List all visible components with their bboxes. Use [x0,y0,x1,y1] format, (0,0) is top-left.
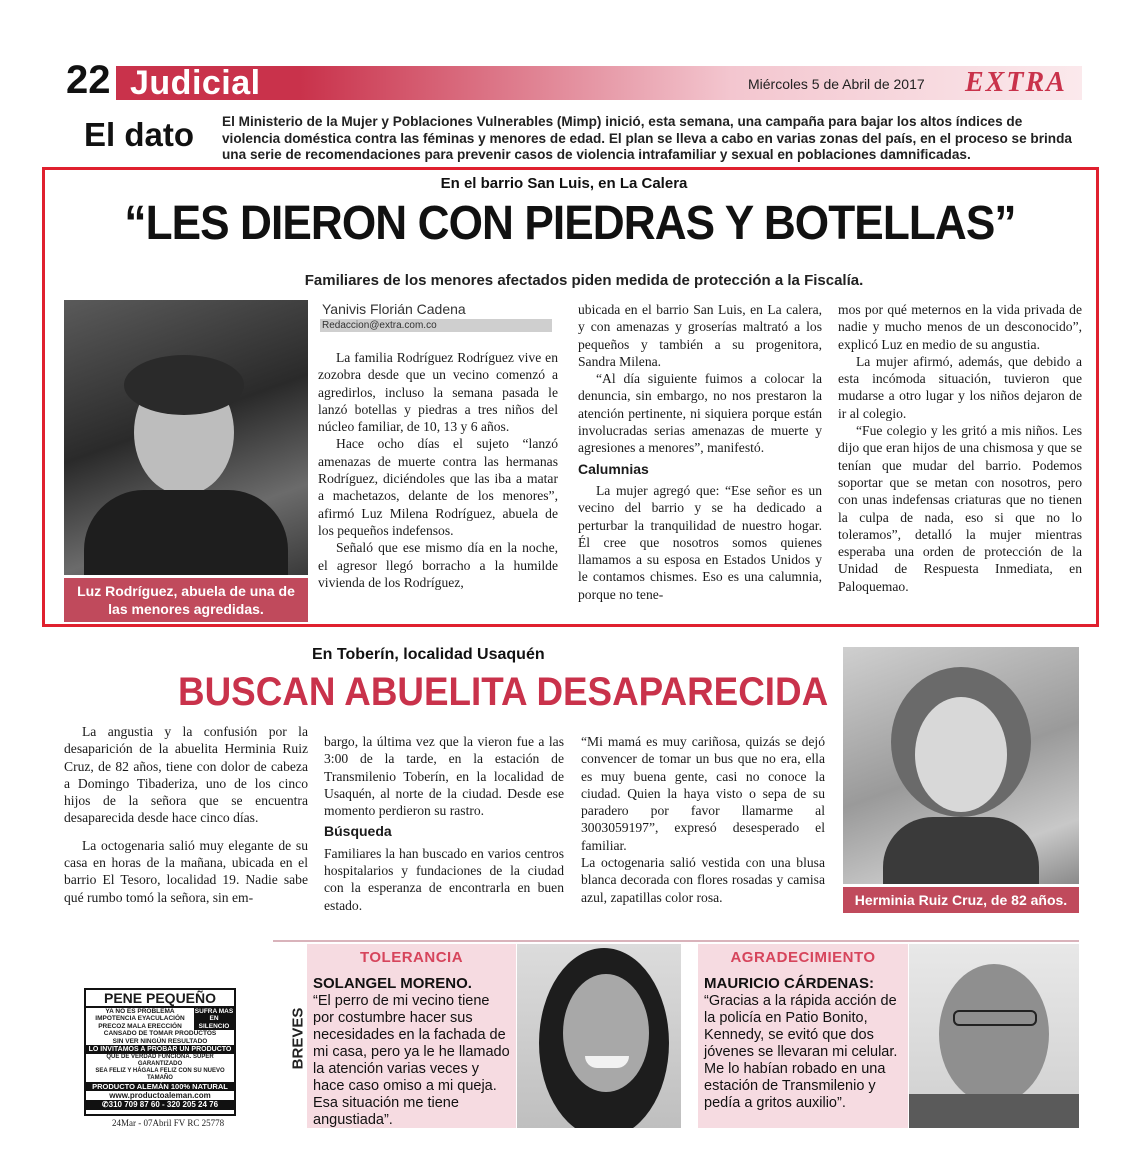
herminia-ruiz-photo [843,647,1079,884]
subheading-calumnias: Calumnias [578,460,649,477]
luz-rodriguez-photo [64,300,308,575]
breve-tolerancia-quote: “El perro de mi vecino tiene por costumbre hacer sus necesidades en la fachada de mi casa, pero ya le he llamado la atención varias veces y hace caso omiso a mi queja. Esa situación me tiene angustiada”. [313,993,510,1128]
ad-title: PENE PEQUEÑO [86,990,234,1008]
section-title: Judicial [130,64,261,102]
article2-column-2 [324,733,564,914]
ad-line: SEA FELIZ Y HÁGALA FELIZ CON SU NUEVO TAMAÑO [95,1068,225,1082]
breve-agradecimiento-name: MAURICIO CÁRDENAS: [704,975,874,992]
article1-subhead: Familiares de los menores afectados piden medida de protección a la Fiscalía. [304,272,864,289]
article1-column-2 [578,301,822,603]
paragraph: “Fue colegio y les gritó a mis niños. Les dijo que eran hijos de una chismosa y que se tenían que mudar del barrio. Podemos soportar que se metan con nosotros, pero con unas indefensas criaturas que no tienen la culpa de nada, eso si que no lo toleramos”, detalló la mujer mientras esperaba una orden de protección de la Unidad de Respuesta Inmediata, en Paloquemao. [838,423,1082,594]
portrait-body [883,817,1039,884]
page-number: 22 [66,58,111,102]
phone-icon: ✆ [101,1100,109,1110]
paragraph: “Al día siguiente fuimos a colocar la denuncia, sin embargo, no nos prestaron la atención pertinente, ni siquiera porque están involucradas serias amenazas de muerte y agresiones a menores”, manifestó. [578,371,822,456]
ad-line: PRECOZ MALA ERECCIÓN [98,1022,182,1030]
breves-label: BREVES [289,1007,307,1070]
paragraph: “Mi mamá es muy cariñosa, quizás se dejó convencer de tomar un bus que no era, ella es muy buena gente, casi no conoce la ciudad. Quien la haya visto o sepa de su paradero por favor llamarme al 3003059197”, expresó desesperado el familiar. [581,734,825,853]
article1-email: Redaccion@extra.com.co [320,319,552,332]
ad-line: CANSADO DE TOMAR PRODUCTOS [103,1030,217,1038]
paragraph: Familiares la han buscado en varios centros hospitalarios y fundaciones de la ciudad con la esperanza de encontrarla en buen estado. [324,845,564,913]
ad-invite: LO INVITAMOS A PROBAR UN PRODUCTO [86,1045,234,1054]
article1-headline: “LES DIERON CON PIEDRAS Y BOTELLAS” [124,197,1016,250]
el-dato-label: El dato [84,116,195,153]
paragraph: ubicada en el barrio San Luis, en La calera, y con amenazas y groserías maltrató a los pequeños y también a su progenitora, Sandra Milena. [578,302,822,369]
paragraph: La octogenaria salió muy elegante de su casa en horas de la mañana, ubicada en el barrio El Tesoro, localidad 19. Nadie sabe qué rumbo tomó la señora, sin em- [64,837,308,905]
breve-agradecimiento-tag: AGRADECIMIENTO [730,949,876,966]
portrait-face [939,964,1049,1104]
glasses-icon [953,1010,1037,1026]
ad-product: PRODUCTO ALEMÁN 100% NATURAL [86,1082,234,1091]
article2-headline: BUSCAN ABUELITA DESAPARECIDA [178,670,829,714]
ad-line: IMPOTENCIA EYACULACIÓN [95,1015,185,1023]
paragraph: Señaló que ese mismo día en la noche, el agresor llegó borracho a la humilde vivienda de los Rodríguez, [318,540,558,590]
paragraph: La mujer agregó que: “Ese señor es un vecino del barrio y se ha dedicado a perturbar la tranquilidad de nuestro hogar. Él cree que nosotros somos quienes llamamos a su esposa en Estados Unidos y le contamos chismes. Eso es una calumnia, porque no tene- [578,482,822,602]
breve-tolerancia-tag: TOLERANCIA [359,949,464,966]
ad-footer: 24Mar - 07Abril FV RC 25778 [112,1118,225,1128]
solangel-moreno-photo [517,944,681,1128]
article1-byline: Yanivis Florián Cadena [322,301,466,317]
el-dato-text: El Ministerio de la Mujer y Poblaciones Vulnerables (Mimp) inició, esta semana, una campaña para bajar los altos índices de violencia doméstica contra las féminas y menores de edad. El plan se lleva a cabo en varias zonas del país, en el proceso se brinda una serie de recomendaciones para prevenir casos de violencia intrafamiliar y sexual en poblaciones damnificadas. [222,114,1072,162]
ad-side-line: EN SILENCIO [198,1015,230,1030]
paragraph: Hace ocho días el sujeto “lanzó amenazas de muerte contra las hermanas Rodríguez, diciéndoles que las iba a matar a machetazos, delante de los menores”, afirmó Luz Milena Rodríguez, abuela de los pequeños indefensos. [318,436,558,538]
ad-line: SIN VER NINGÚN RESULTADO [112,1037,208,1045]
paragraph: bargo, la última vez que la vieron fue a las 3:00 de la tarde, en la estación de Transmilenio Toberín, en la localidad de Usaquén, al norte de la ciudad. Desde ese momento perdieron su rastro. [324,734,564,819]
herminia-ruiz-caption: Herminia Ruiz Cruz, de 82 años. [843,887,1079,913]
classified-ad [84,988,236,1116]
portrait-face [915,697,1007,812]
article2-column-3 [581,733,825,906]
luz-rodriguez-caption: Luz Rodríguez, abuela de una de las menores agredidas. [64,578,308,622]
ad-phones [86,1100,234,1110]
article1-column-1 [318,349,558,591]
ad-line: YA NO ES PROBLEMA [105,1008,175,1015]
paragraph: La familia Rodríguez Rodríguez vive en zozobra desde que un vecino comenzó a agredirlos, incluso la semana pasada le lanzó botellas y piedras a tres niños del núcleo familiar, de 10, 13 y 6 años. [318,350,558,435]
article1-kicker: En el barrio San Luis, en La Calera [440,175,688,192]
ad-website: www.productoaleman.com [109,1091,211,1101]
article1-column-3 [838,301,1082,595]
paragraph: La mujer afirmó, además, que debido a esta incómoda situación, tuvieron que mudarse a otro lugar y los niños dejaron de ir al colegio. [838,353,1082,421]
ad-phones-text: 310 709 87 60 - 320 205 24 76 [108,1100,219,1110]
paragraph: La angustia y la confusión por la desaparición de la abuelita Herminia Ruiz Cruz, de 82 años, tiene con dolor de cabeza a Domingo Tibaderiza, uno de los cinco hijos de la señora que se encuentra desaparecida desde hace cinco días. [64,724,308,826]
ad-line: QUE DE VERDAD FUNCIONA. SUPER GARANTIZADO [106,1054,214,1068]
article2-kicker: En Toberín, localidad Usaquén [312,646,545,663]
issue-date: Miércoles 5 de Abril de 2017 [748,76,925,92]
masthead-logo: EXTRA [965,67,1067,98]
portrait-face [563,974,649,1092]
paragraph: La octogenaria salió vestida con una blusa blanca decorada con flores rosadas y camisa azul, zapatillas color rosa. [581,855,825,905]
paragraph: mos por qué meternos en la vida privada de nadie y mucho menos de un desconocido”, explicó Luz en medio de su angustia. [838,302,1082,352]
article2-column-1 [64,723,308,906]
breve-agradecimiento-quote: “Gracias a la rápida acción de la policía en Patio Bonito, Kennedy, se evitó que dos jóvenes se llevaran mi celular. Me lo habían robado en una estación de Transmilenio y pedía a gritos auxilio”. [704,993,898,1111]
ad-side-line: SUFRA MAS [194,1008,234,1015]
portrait-smile [585,1056,629,1068]
mauricio-cardenas-photo [909,944,1079,1128]
breve-tolerancia-name: SOLANGEL MORENO. [313,975,472,992]
portrait-body [84,490,288,575]
portrait-hair [124,355,244,415]
portrait-body [909,1094,1079,1128]
subheading-busqueda: Búsqueda [324,823,392,840]
